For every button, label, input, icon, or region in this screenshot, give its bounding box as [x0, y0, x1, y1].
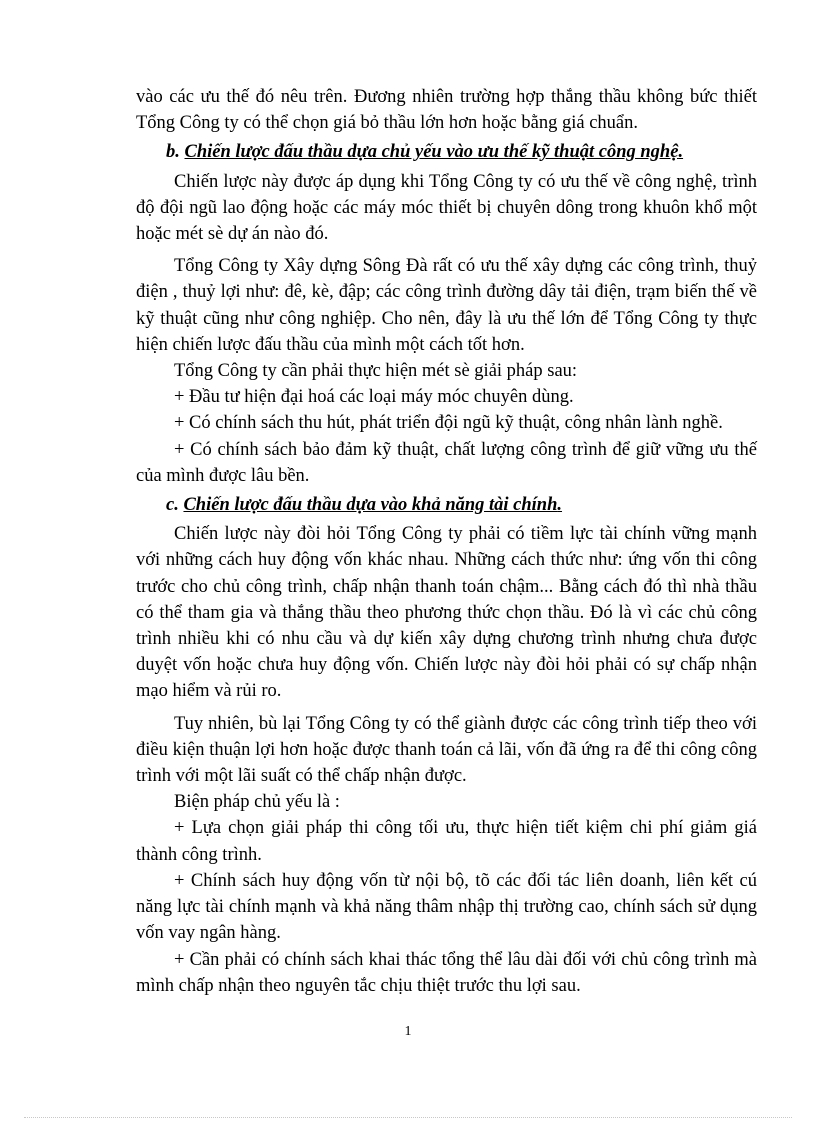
- section-title: Chiến lược đấu thầu dựa chủ yếu vào ưu thế kỹ thuật công nghệ: [184, 142, 679, 163]
- paragraph: Tuy nhiên, bù lại Tổng Công ty có thể giành được các công trình tiếp theo với điều kiện thuận lợi hơn hoặc được thanh toán cả lãi, vốn đã ứng ra để thi công công trình với một lãi suất có thể chấp nhận được.: [136, 713, 757, 787]
- page-bottom-divider: [24, 1117, 792, 1118]
- paragraph: Tổng Công ty cần phải thực hiện mét sè giải pháp sau:: [174, 361, 578, 382]
- section-letter: b.: [166, 142, 185, 163]
- list-item: + Chính sách huy động vốn từ nội bộ, tõ các đối tác liên doanh, liên kết cú năng lực tài chính mạnh và khả năng thâm nhập thị trường cao, chính sách sử dụng vốn vay ngân hàng.: [136, 870, 757, 944]
- list-item: + Lựa chọn giải pháp thi công tối ưu, thực hiện tiết kiệm chi phí giảm giá thành công trình.: [136, 818, 757, 865]
- section-title: Chiến lược đấu thầu dựa vào khả năng tài chính: [183, 495, 558, 516]
- paragraph: vào các ưu thế đó nêu trên. Đương nhiên trường hợp thắng thầu không bức thiết Tổng Công ty có thể chọn giá bỏ thầu lớn hơn hoặc bằng giá chuẩn.: [136, 87, 757, 134]
- paragraph: Chiến lược này được áp dụng khi Tổng Công ty có ưu thế về công nghệ, trình độ đội ngũ lao động hoặc các máy móc thiết bị chuyên dông trong khuôn khổ một hoặc mét sè dự án nào đó.: [136, 171, 757, 245]
- list-item: + Có chính sách bảo đảm kỹ thuật, chất lượng công trình để giữ vững ưu thế của mình được lâu bền.: [136, 439, 757, 486]
- document-body: [136, 84, 757, 999]
- list-item: + Đầu tư hiện đại hoá các loại máy móc chuyên dùng.: [174, 387, 574, 408]
- paragraph: Chiến lược này đòi hỏi Tổng Công ty phải có tiềm lực tài chính vững mạnh với những cách huy động vốn khác nhau. Những cách thức như: ứng vốn thi công trước cho chủ công trình, chấp nhận thanh toán chậm... Bằng cách đó thì nhà thầu có thể tham gia và thắng thầu theo phương thức chọn thầu. Đó là vì các chủ công trình nhiều khi có nhu cầu và dự kiến xây dựng chương trình nhưng chưa được duyệt vốn hoặc chưa huy động vốn. Chiến lược này đòi hỏi phải có sự chấp nhận mạo hiểm và rủi ro.: [136, 524, 757, 702]
- section-heading-c: c. Chiến lược đấu thầu dựa vào khả năng tài chính.: [166, 495, 563, 516]
- paragraph: Tổng Công ty Xây dựng Sông Đà rất có ưu thế xây dựng các công trình, thuỷ điện , thuỷ lợi như: đê, kè, đập; các công trình đường dây tải điện, trạm biến thế về kỹ thuật cũng như công nghiệp. Cho nên, đây là ưu thế lớn để Tổng Công ty thực hiện chiến lược đấu thầu của mình một cách tốt hơn.: [136, 256, 757, 355]
- paragraph: Biện pháp chủ yếu là :: [174, 792, 340, 813]
- page-number: 1: [404, 1024, 412, 1039]
- section-heading-b: b. Chiến lược đấu thầu dựa chủ yếu vào ưu thế kỹ thuật công nghệ.: [166, 142, 684, 163]
- section-letter: c.: [166, 495, 184, 516]
- list-item: + Có chính sách thu hút, phát triển đội ngũ kỹ thuật, công nhân lành nghề.: [174, 413, 723, 434]
- list-item: + Cần phải có chính sách khai thác tổng thể lâu dài đối với chủ công trình mà mình chấp nhận theo nguyên tắc chịu thiệt trước thu lợi sau.: [136, 949, 757, 996]
